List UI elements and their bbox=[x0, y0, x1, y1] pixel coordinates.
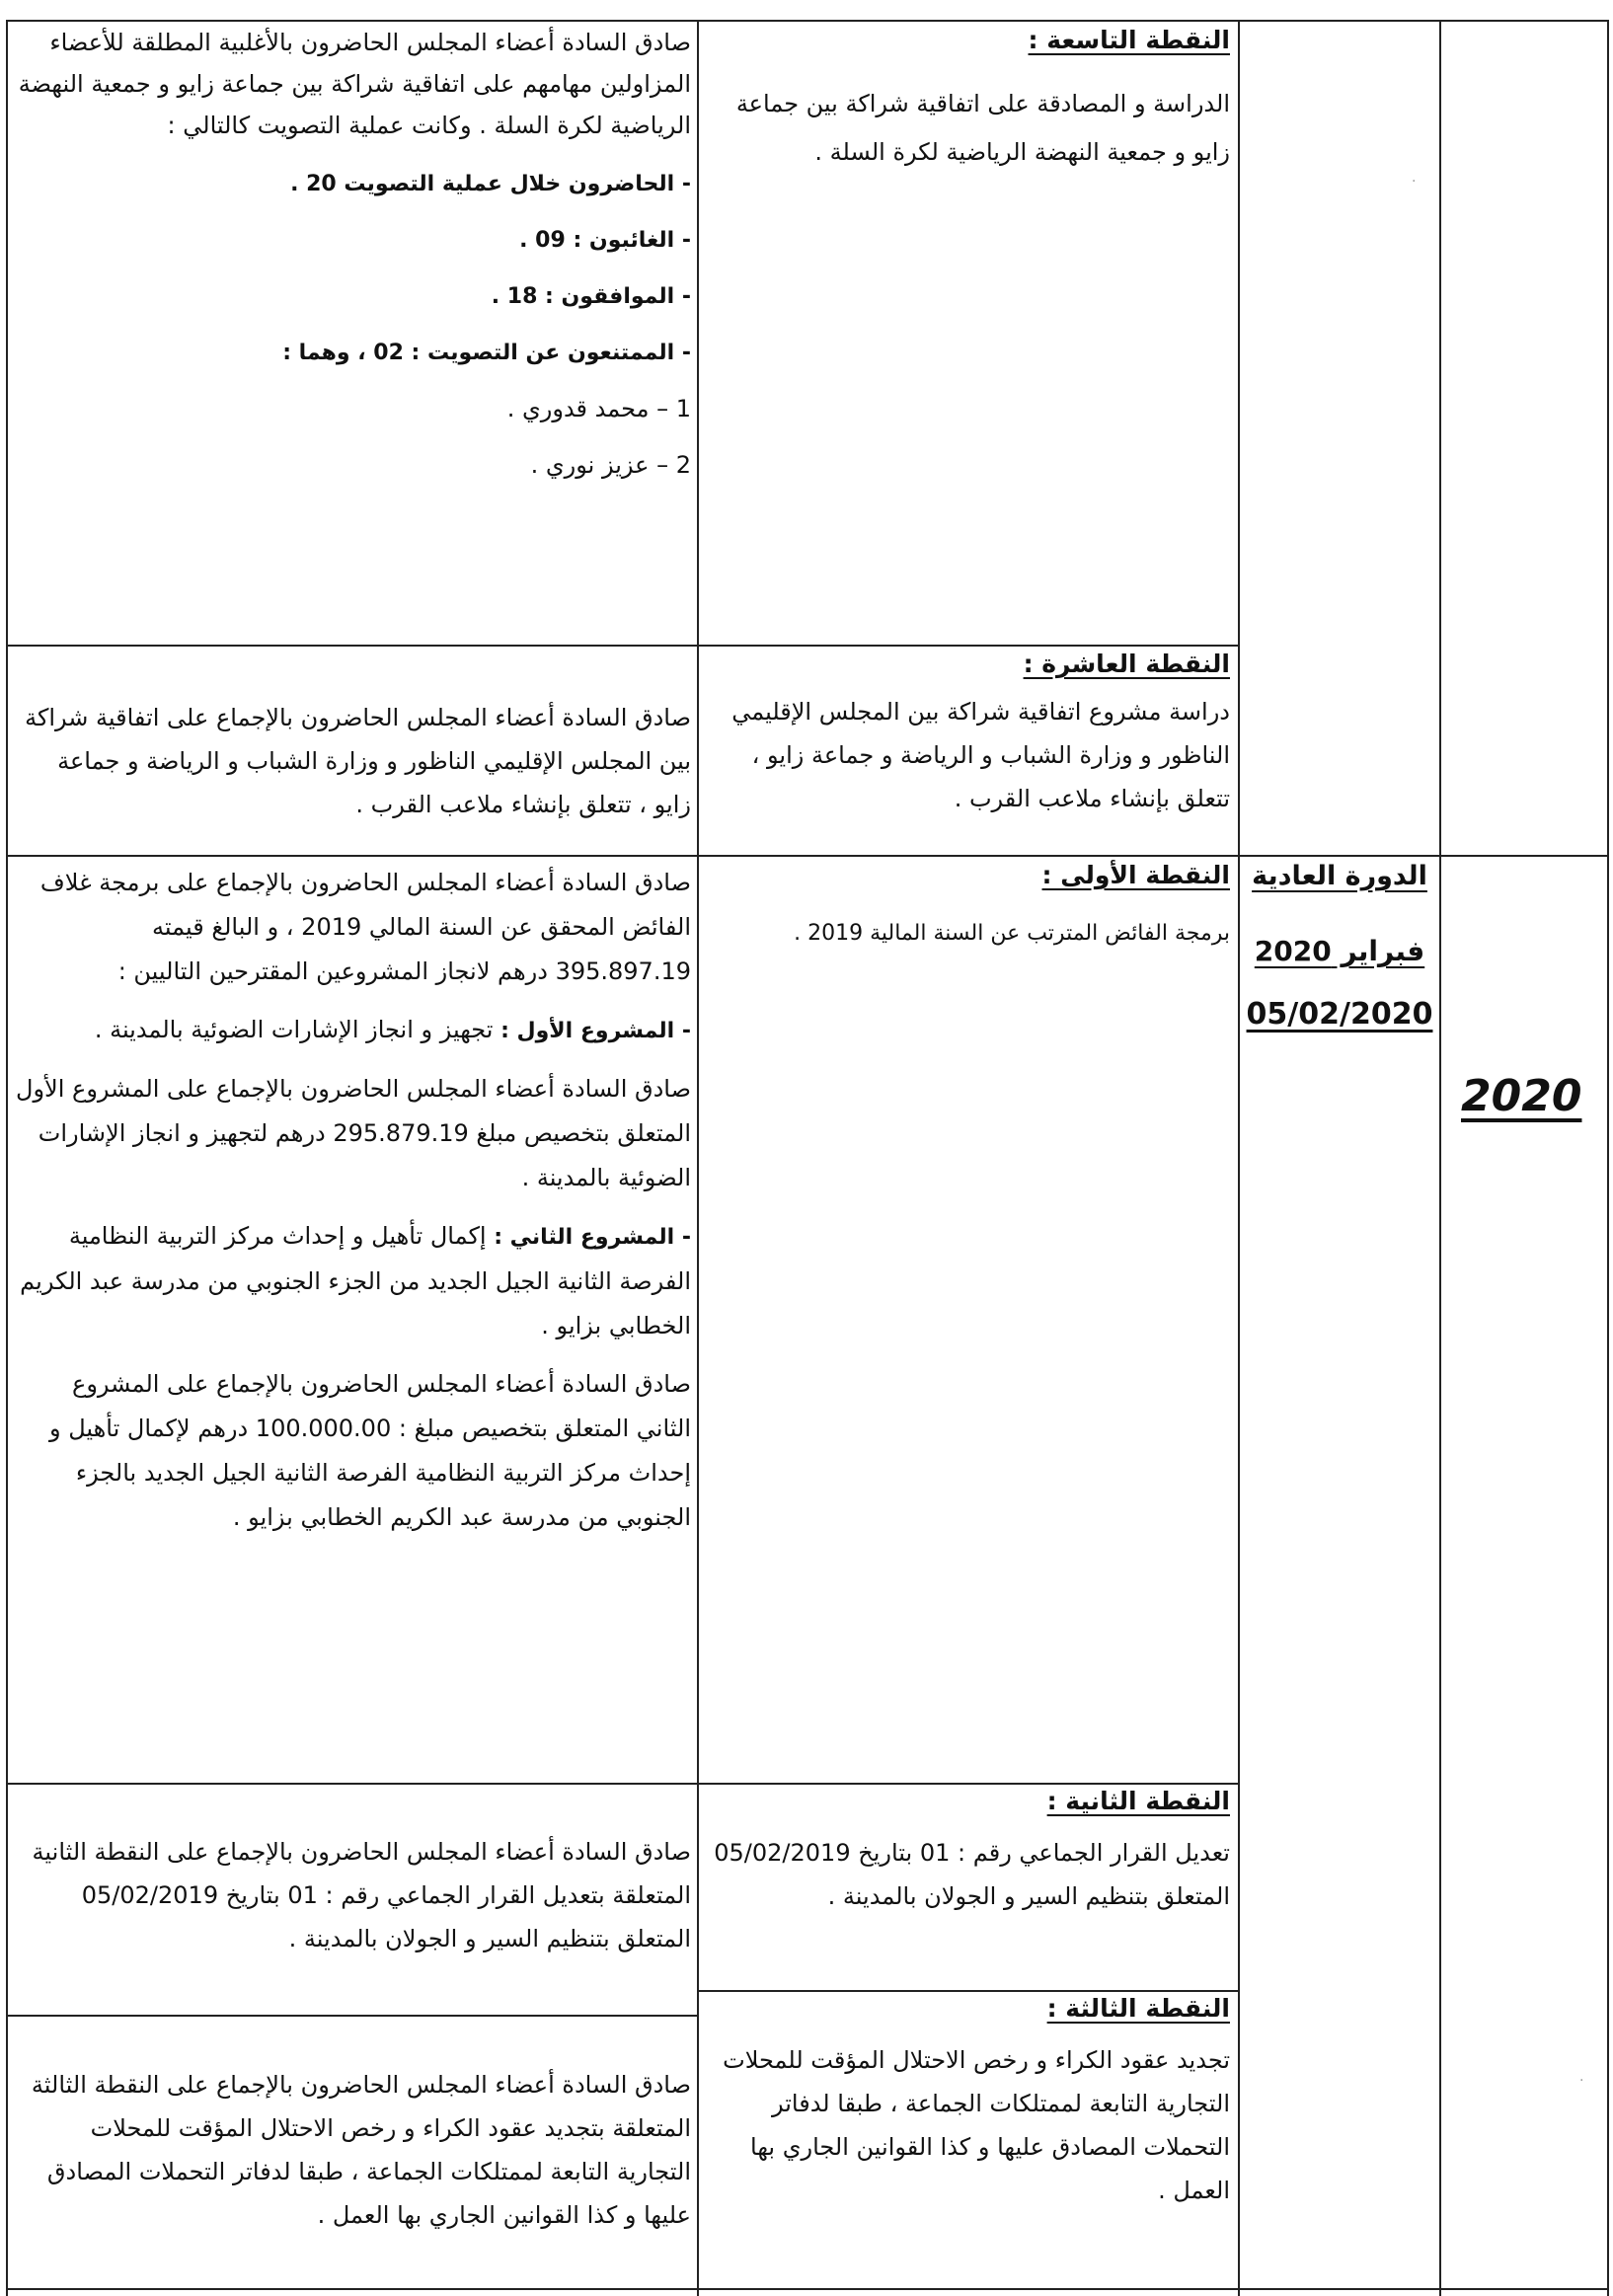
point-title-2: النقطة الثانية : bbox=[1046, 1787, 1230, 1815]
point-cell-3 bbox=[707, 1994, 1230, 2212]
row-divider-4 bbox=[697, 1990, 1240, 1992]
point-title-1: النقطة الأولى : bbox=[1041, 861, 1230, 889]
session-month: فبراير 2020 bbox=[1254, 935, 1425, 967]
border-right bbox=[1607, 20, 1609, 2296]
point-text-9: الدراسة و المصادقة على اتفاقية شراكة بين جماعة زايو و جمعية النهضة الرياضية لكرة السلة . bbox=[735, 90, 1230, 166]
row-divider-1 bbox=[6, 645, 1240, 647]
row-divider-4b bbox=[6, 2015, 699, 2017]
point-title-3: النقطة الثالثة : bbox=[1046, 1994, 1230, 2023]
decision-intro-9: صادق السادة أعضاء المجلس الحاضرون بالأغلبية المطلقة للأعضاء المزاولين مهامهم على اتفاقية شراكة بين جماعة زايو و جمعية النهضة الرياضية لكرة السلة . وكانت عملية التصويت كالتالي : bbox=[18, 29, 691, 139]
project-2 bbox=[14, 1214, 691, 1348]
scan-mark-2: · bbox=[1579, 2073, 1584, 2089]
border-col1 bbox=[697, 20, 699, 2296]
project-2-label: - المشروع الثاني : bbox=[494, 1225, 691, 1250]
abstainer-2: 2 – عزيز نوري . bbox=[530, 451, 691, 479]
decision-cell-9 bbox=[14, 22, 691, 497]
decision-cell-2 bbox=[14, 1830, 691, 1960]
vote-absent: - الغائبون : 09 . bbox=[519, 228, 691, 253]
decision-cell-10 bbox=[14, 696, 691, 826]
point-cell-2 bbox=[707, 1787, 1230, 1918]
session-name: الدورة العادية bbox=[1252, 861, 1427, 891]
point-title-9: النقطة التاسعة : bbox=[1028, 26, 1230, 54]
year-label: 2020 bbox=[1461, 1071, 1582, 1121]
point-text-3: تجديد عقود الكراء و رخص الاحتلال المؤقت للمحلات التجارية التابعة لممتلكات الجماعة ، طبقا لدفاتر التحملات المصادق عليها و كذا القوانين الجاري بها العمل . bbox=[723, 2046, 1230, 2204]
vote-present: - الحاضرون خلال عملية التصويت 20 . bbox=[290, 172, 691, 196]
project-1 bbox=[14, 1008, 691, 1053]
decision-cell-3 bbox=[14, 2063, 691, 2237]
point-cell-10 bbox=[707, 650, 1230, 820]
point-text-10: دراسة مشروع اتفاقية شراكة بين المجلس الإقليمي الناظور و وزارة الشباب و الرياضة و جماعة زايو ، تتعلق بإنشاء ملاعب القرب . bbox=[731, 698, 1230, 812]
project-1-text: تجهيز و انجاز الإشارات الضوئية بالمدينة . bbox=[94, 1016, 501, 1043]
decision-text-10: صادق السادة أعضاء المجلس الحاضرون بالإجماع على اتفاقية شراكة بين المجلس الإقليمي الناظور و وزارة الشباب و الرياضة و جماعة زايو ، تتعلق بإنشاء ملاعب القرب . bbox=[25, 704, 691, 818]
scan-mark-1: · bbox=[1412, 174, 1417, 190]
decision-text-3: صادق السادة أعضاء المجلس الحاضرون بالإجماع على النقطة الثالثة المتعلقة بتجديد عقود الكراء و رخص الاحتلال المؤقت للمحلات التجارية التابعة لممتلكات الجماعة ، طبقا لدفاتر التحملات المصادق عليها و كذا القوانين الجاري بها العمل . bbox=[31, 2071, 691, 2229]
point-cell-1 bbox=[707, 861, 1230, 957]
border-col3 bbox=[1439, 20, 1441, 2296]
point-title-10: النقطة العاشرة : bbox=[1023, 650, 1230, 678]
decision-p2: صادق السادة أعضاء المجلس الحاضرون بالإجماع على المشروع الأول المتعلق بتخصيص مبلغ 295.879.19 درهم لتجهيز و انجاز الإشارات الضوئية بالمدينة . bbox=[16, 1075, 691, 1191]
decision-text-2: صادق السادة أعضاء المجلس الحاضرون بالإجماع على النقطة الثانية المتعلقة بتعديل القرار الجماعي رقم : 01 بتاريخ 05/02/2019 المتعلق بتنظيم السير و الجولان بالمدينة . bbox=[32, 1838, 691, 1952]
point-text-2: تعديل القرار الجماعي رقم : 01 بتاريخ 05/02/2019 المتعلق بتنظيم السير و الجولان بالمدينة . bbox=[714, 1839, 1230, 1910]
decision-p1: صادق السادة أعضاء المجلس الحاضرون بالإجماع على برمجة غلاف الفائض المحقق عن السنة المالي 2019 ، و البالغ قيمته 395.897.19 درهم لانجاز المشروعين المقترحين التاليين : bbox=[39, 869, 691, 985]
point-text-1: برمجة الفائض المترتب عن السنة المالية 2019 . bbox=[794, 921, 1230, 946]
border-bottom bbox=[6, 2288, 1609, 2290]
row-divider-3 bbox=[6, 1783, 1240, 1785]
border-left bbox=[6, 20, 8, 2296]
abstainer-1: 1 – محمد قدوري . bbox=[506, 395, 691, 422]
project-2-text: إكمال تأهيل و إحداث مركز التربية النظامية الفرصة الثانية الجيل الجديد من الجزء الجنوبي من مدرسة عبد الكريم الخطابي بزايو . bbox=[20, 1222, 691, 1339]
vote-approve: - الموافقون : 18 . bbox=[491, 284, 691, 309]
decision-cell-1 bbox=[14, 861, 691, 1548]
decision-p3: صادق السادة أعضاء المجلس الحاضرون بالإجماع على المشروع الثاني المتعلق بتخصيص مبلغ : 100.000.00 درهم لإكمال تأهيل و إحداث مركز التربية النظامية الفرصة الثانية الجيل الجديد بالجزء الجنوبي من مدرسة عبد الكريم الخطابي بزايو . bbox=[48, 1370, 691, 1531]
session-cell bbox=[1246, 857, 1433, 1032]
project-1-label: - المشروع الأول : bbox=[500, 1019, 691, 1043]
point-cell-9 bbox=[707, 26, 1230, 177]
session-date: 05/02/2020 bbox=[1246, 997, 1433, 1032]
vote-abstain: - الممتنعون عن التصويت : 02 ، وهما : bbox=[282, 341, 691, 365]
border-col2 bbox=[1238, 20, 1240, 2296]
